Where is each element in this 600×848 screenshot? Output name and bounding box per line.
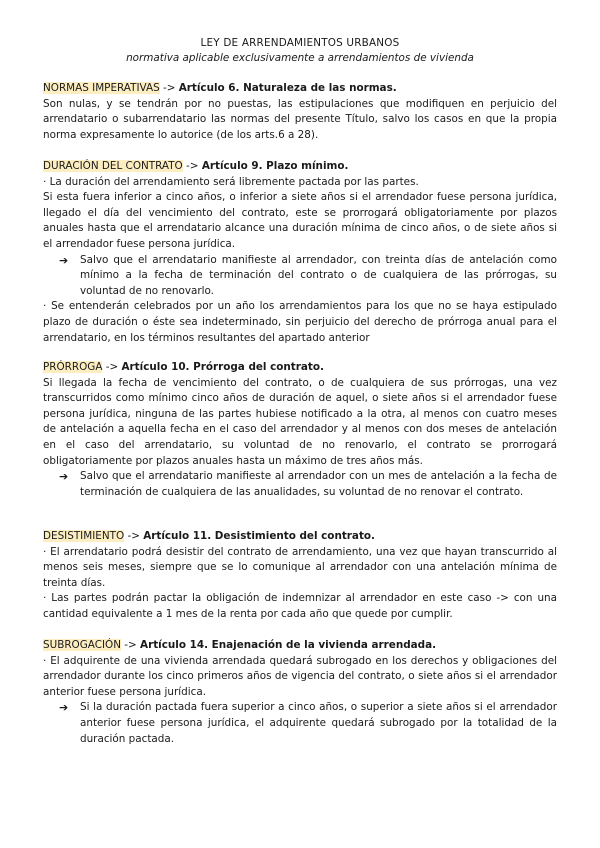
bullet-item xyxy=(43,469,557,500)
arrow-right-icon: ➔ xyxy=(59,253,69,267)
section-heading xyxy=(43,159,557,175)
article-title: Artículo 10. Prórroga del contrato. xyxy=(121,361,324,373)
paragraph: · El arrendatario podrá desistir del contrato de arrendamiento, una vez que hayan transcurrido al menos seis meses, siempre que se lo comunique al arrendador con una antelación mínima de treinta días. xyxy=(43,545,557,589)
arrow-right-icon: ➔ xyxy=(59,470,69,484)
article-title: Artículo 9. Plazo mínimo. xyxy=(201,160,349,172)
section-heading xyxy=(43,529,557,545)
section-desistimiento xyxy=(43,529,557,623)
paragraph: · Las partes podrán pactar la obligación de indemnizar al arrendador en este caso -> con una cantidad equivalente a 1 mes de la renta por cada año que quede por cumplir. xyxy=(43,592,557,620)
bullet-text: Si la duración pactada fuera superior a cinco años, o superior a siete años si el arrendador anterior fuese persona jurídica, el adquirente quedará subrogado por la totalidad de la duración pactada. xyxy=(80,701,557,745)
section-duracion-contrato xyxy=(43,159,557,346)
heading-arrow: -> xyxy=(102,361,122,373)
paragraph: · Se entenderán celebrados por un año los arrendamientos para los que no se haya estipulado plazo de duración o éste sea indeterminado, sin perjuicio del derecho de prórroga anual para el arrendatario, en los términos resultantes del apartado anterior xyxy=(43,300,557,344)
paragraph: · La duración del arrendamiento será libremente pactada por las partes. xyxy=(43,175,419,188)
section-subrogacion xyxy=(43,638,557,747)
heading-arrow: -> xyxy=(120,639,141,651)
document-subtitle: normativa aplicable exclusivamente a arrendamientos de vivienda xyxy=(126,52,474,64)
section-tag: DURACIÓN DEL CONTRATO xyxy=(43,160,183,172)
document-title: LEY DE ARRENDAMIENTOS URBANOS xyxy=(200,37,400,49)
section-normas-imperativas xyxy=(43,81,557,143)
section-prorroga xyxy=(43,360,557,500)
section-tag: PRÓRROGA xyxy=(43,361,103,373)
section-heading xyxy=(43,638,557,654)
paragraph: Si esta fuera inferior a cinco años, o inferior a siete años si el arrendador fuese persona jurídica, llegado el día del vencimiento del contrato, este se prorrogará obligatoriamente por plazos anuales hasta que el arrendatario alcance una duración mínima de cinco años, o de siete años si el arrendador fuese persona jurídica. xyxy=(43,191,557,250)
bullet-item xyxy=(43,700,557,747)
article-title: Artículo 11. Desistimiento del contrato. xyxy=(143,530,375,542)
heading-arrow: -> xyxy=(159,82,179,94)
paragraph: · El adquirente de una vivienda arrendada quedará subrogado en los derechos y obligaciones del arrendador durante los cinco primeros años de vigencia del contrato, o siete años si el arrendador anterior fuese persona jurídica. xyxy=(43,654,557,698)
heading-arrow: -> xyxy=(182,160,202,172)
paragraph: Si llegada la fecha de vencimiento del contrato, o de cualquiera de sus prórrogas, una vez transcurridos como mínimo cinco años de duración de aquel, o siete años si el arrendador fuese persona jurídica, ninguna de las partes hubiese notificado a la otra, al menos con cuatro meses de antelación a aquella fecha en el caso del arrendador y al menos con dos meses de antelación en el caso del arrendatario, su voluntad de no renovarlo, el contrato se prorrogará obligatoriamente por plazos anuales hasta un máximo de tres años más. xyxy=(43,376,557,467)
bullet-text: Salvo que el arrendatario manifieste al arrendador con un mes de antelación a la fecha de terminación de cualquiera de las anualidades, su voluntad de no renovar el contrato. xyxy=(80,470,557,498)
section-heading xyxy=(43,81,557,97)
bullet-item xyxy=(43,253,557,300)
article-title: Artículo 6. Naturaleza de las normas. xyxy=(178,82,397,94)
section-tag: SUBROGACIÓN xyxy=(43,639,121,651)
heading-arrow: -> xyxy=(124,530,144,542)
article-title: Artículo 14. Enajenación de la vivienda arrendada. xyxy=(140,639,437,651)
section-heading xyxy=(43,360,557,376)
paragraph: Son nulas, y se tendrán por no puestas, las estipulaciones que modifiquen en perjuicio del arrendatario o subarrendatario las normas del presente Título, salvo los casos en que la propia norma expresamente lo autorice (de los arts.6 a 28). xyxy=(43,97,557,141)
section-tag: NORMAS IMPERATIVAS xyxy=(43,82,160,94)
arrow-right-icon: ➔ xyxy=(59,701,69,715)
section-tag: DESISTIMIENTO xyxy=(43,530,125,542)
bullet-text: Salvo que el arrendatario manifieste al arrendador, con treinta días de antelación como mínimo a la fecha de terminación del contrato o de cualquiera de las prórrogas, su voluntad de no renovarlo. xyxy=(80,253,557,297)
